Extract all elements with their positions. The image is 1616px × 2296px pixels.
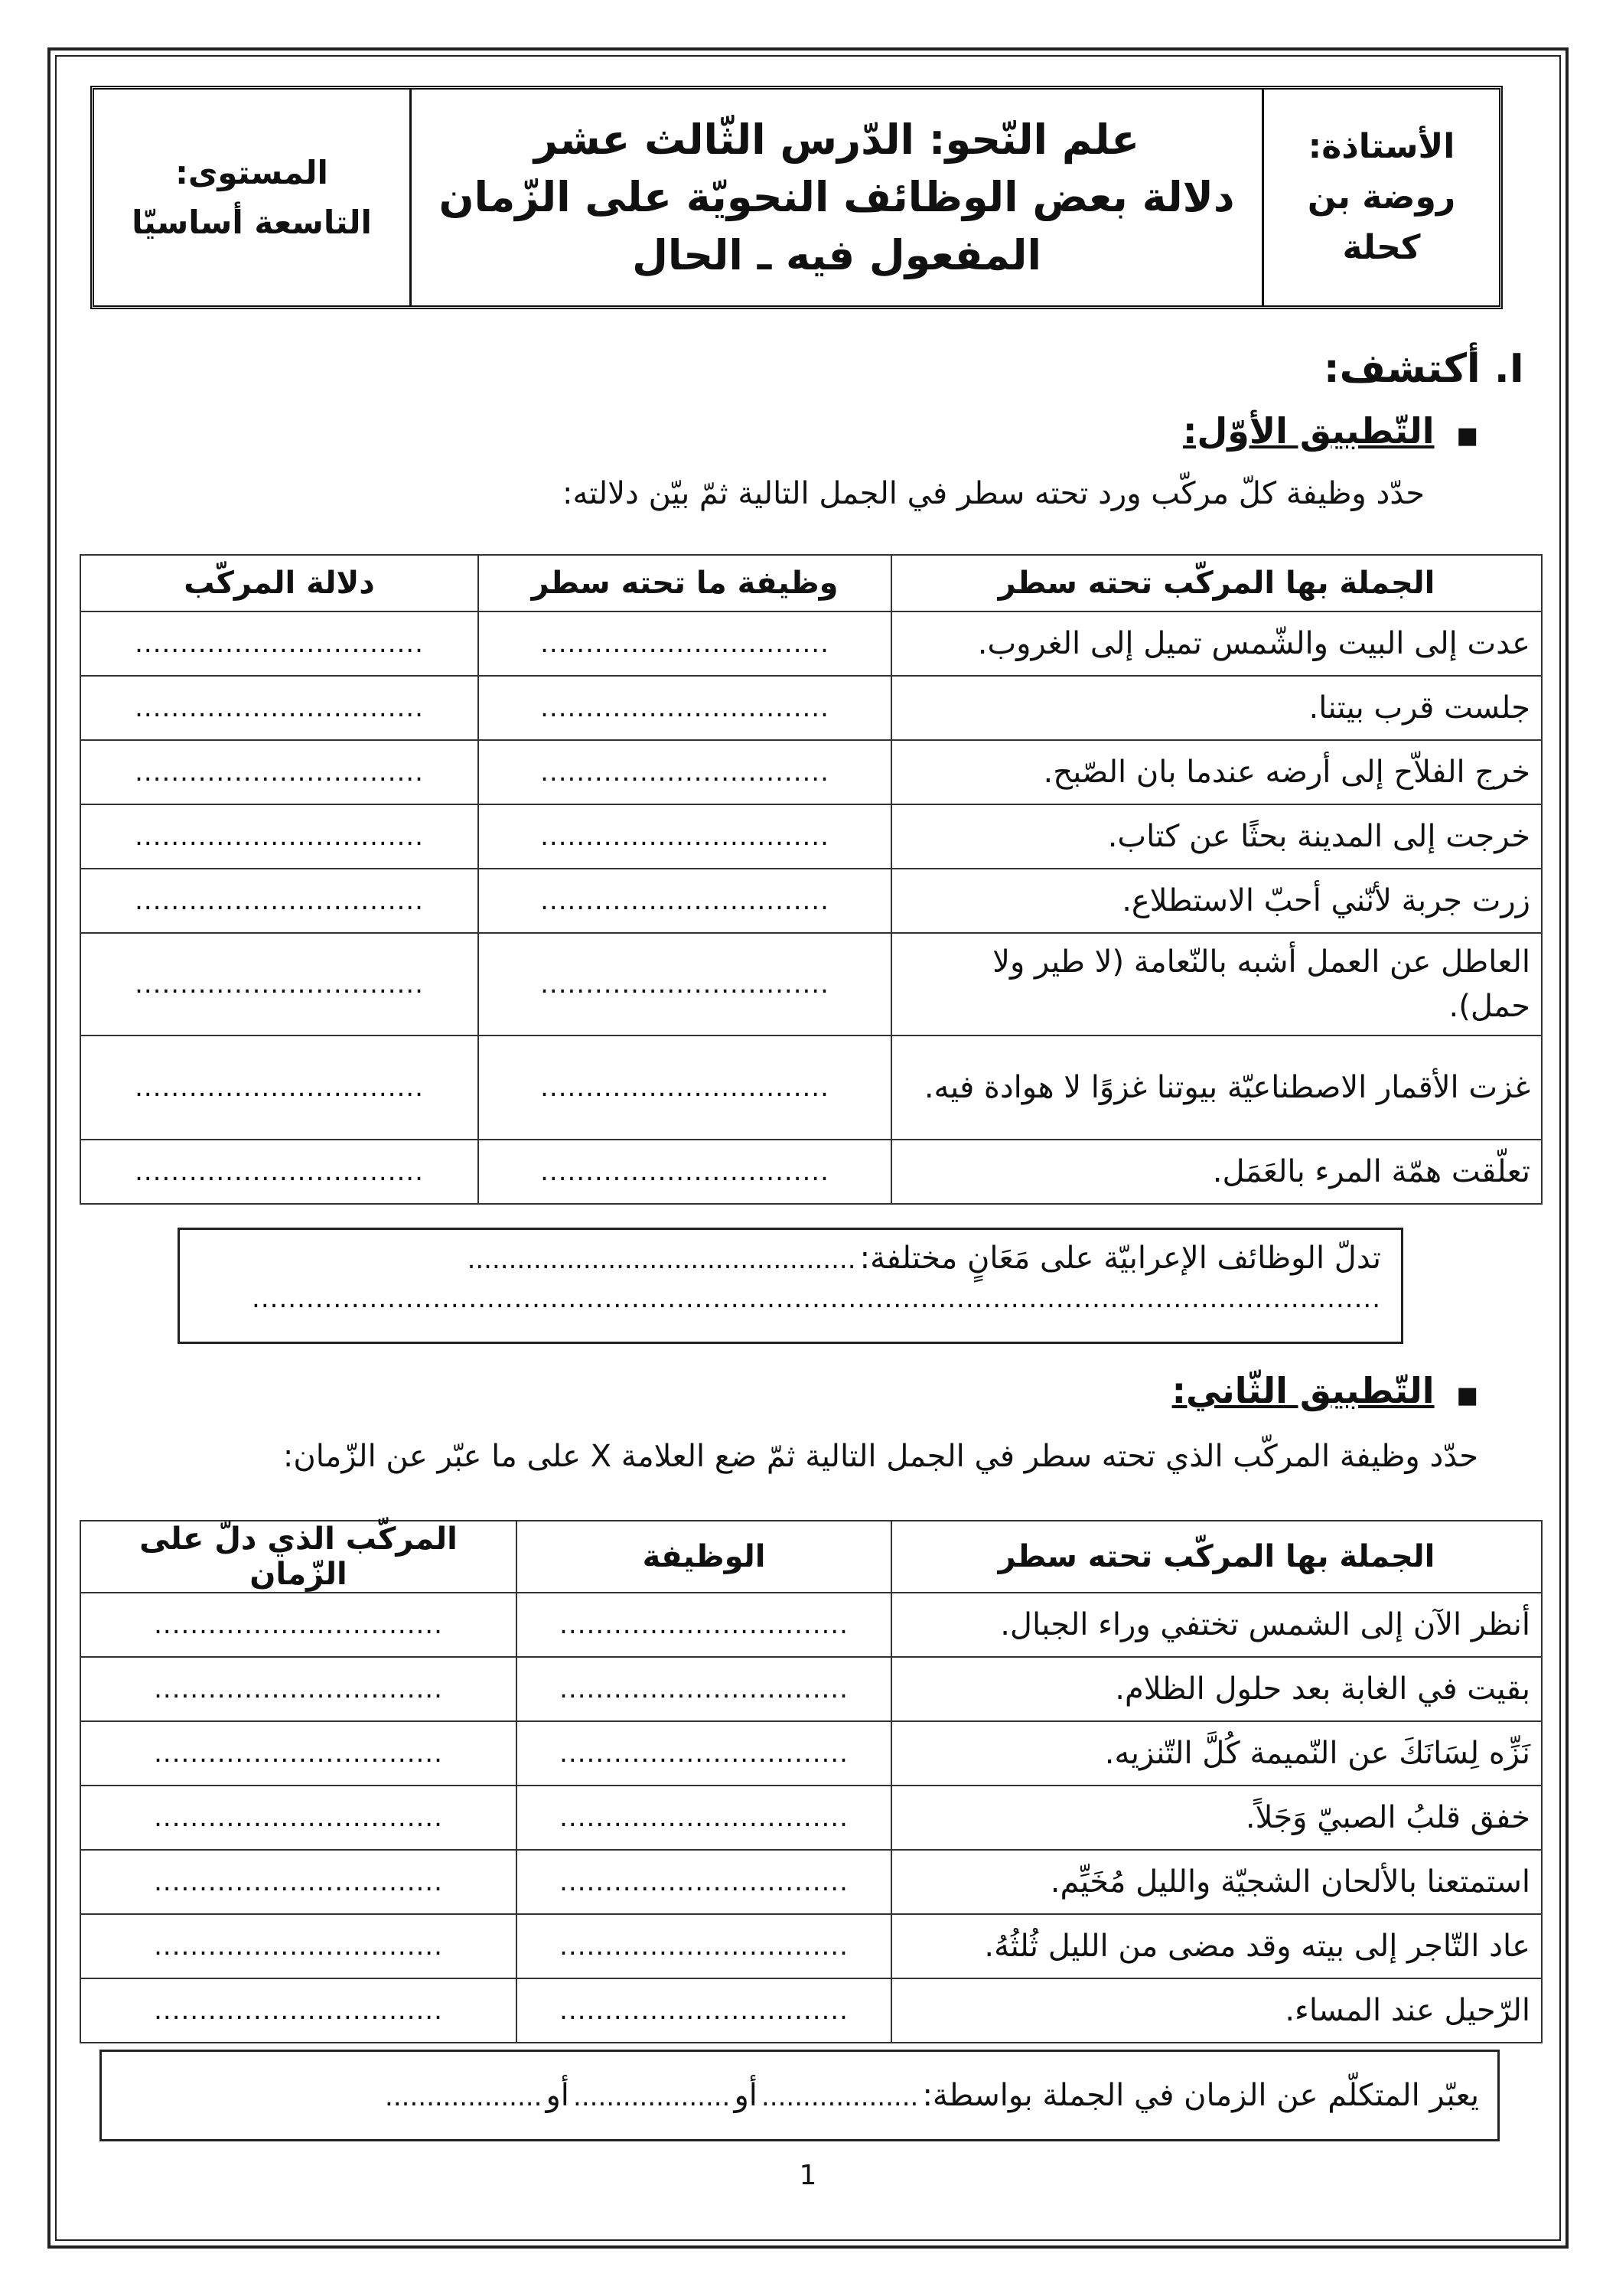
section-title: أكتشف:: [1323, 346, 1481, 392]
table-row: [80, 1721, 1542, 1786]
conclusion-blank[interactable]: ...................: [761, 2082, 919, 2112]
function-blank[interactable]: ................................: [478, 1035, 891, 1140]
table-row: [80, 1786, 1542, 1850]
function-blank[interactable]: ................................: [478, 676, 891, 740]
sentence-cell: العاطل عن العمل أشبه بالنّعامة (لا طير ولا حمل).: [891, 933, 1542, 1035]
lesson-header: [90, 86, 1503, 309]
meaning-blank[interactable]: ................................: [80, 1035, 478, 1140]
table-row: [80, 869, 1542, 933]
teacher-cell: [1262, 90, 1499, 305]
sentence-cell: أنظر الآن إلى الشمس تختفي وراء الجبال.: [891, 1593, 1542, 1657]
conclusion-blank-line[interactable]: .............................................................................................................................: [252, 1283, 1381, 1314]
app1-title: التّطبيق الأوّل:: [1182, 410, 1435, 452]
conclusion-line1: [195, 1241, 1381, 1276]
conclusion-line: [120, 2078, 1479, 2113]
sentence-cell: نَزِّه لِسَانَكَ عن النّميمة كُلَّ التّنزيه.: [891, 1721, 1542, 1786]
conclusion-label: يعبّر المتكلّم عن الزمان في الجملة بواسطة:: [922, 2078, 1479, 2113]
table-header-row: [80, 1521, 1542, 1593]
teacher-label: الأستاذة:: [1308, 127, 1455, 166]
meaning-blank[interactable]: ................................: [80, 676, 478, 740]
app2-conclusion-box: [99, 2050, 1500, 2141]
time-phrase-blank[interactable]: ................................: [80, 1914, 516, 1978]
function-blank[interactable]: ................................: [478, 612, 891, 676]
time-phrase-blank[interactable]: ................................: [80, 1657, 516, 1721]
meaning-blank[interactable]: ................................: [80, 869, 478, 933]
column-header: وظيفة ما تحته سطر: [478, 555, 891, 612]
table-row: [80, 1657, 1542, 1721]
table-row: [80, 1593, 1542, 1657]
teacher-name: روضة بن كحلة: [1307, 178, 1456, 267]
function-blank[interactable]: ................................: [478, 869, 891, 933]
section-number: I.: [1494, 346, 1524, 392]
conclusion-blank[interactable]: ...................: [573, 2082, 731, 2112]
app2-heading: [1172, 1370, 1478, 1411]
app1-instruction: حدّد وظيفة كلّ مركّب ورد تحته سطر في الجمل التالية ثمّ بيّن دلالته:: [562, 476, 1425, 511]
function-blank[interactable]: ................................: [516, 1721, 891, 1786]
table-row: [80, 740, 1542, 804]
conclusion-label: تدلّ الوظائف الإعرابيّة على مَعَانٍ مختلفة:: [859, 1241, 1381, 1276]
sentence-cell: تعلّقت همّة المرء بالعَمَل.: [891, 1140, 1542, 1204]
table-header-row: [80, 555, 1542, 612]
table-row: [80, 1140, 1542, 1204]
column-header: دلالة المركّب: [80, 555, 478, 612]
lesson-title-line3: المفعول فيه ـ الحال: [632, 230, 1041, 279]
table-row: [80, 1035, 1542, 1140]
sentence-cell: بقيت في الغابة بعد حلول الظلام.: [891, 1657, 1542, 1721]
column-header: المركّب الذي دلّ على الزّمان: [80, 1521, 516, 1593]
table-row: [80, 612, 1542, 676]
table-row: [80, 676, 1542, 740]
section-heading: [1324, 346, 1524, 392]
sentence-cell: زرت جربة لأنّني أحبّ الاستطلاع.: [891, 869, 1542, 933]
function-blank[interactable]: ................................: [478, 740, 891, 804]
sentence-cell: جلست قرب بيتنا.: [891, 676, 1542, 740]
level-cell: [94, 90, 409, 305]
function-blank[interactable]: ................................: [516, 1657, 891, 1721]
bullet-icon: ■: [1456, 422, 1478, 449]
app2-instruction: حدّد وظيفة المركّب الذي تحته سطر في الجمل التالية ثمّ ضع العلامة X على ما عبّر عن الزّمان:: [282, 1439, 1478, 1474]
sentence-cell: خرج الفلاّح إلى أرضه عندما بان الصّبح.: [891, 740, 1542, 804]
meaning-blank[interactable]: ................................: [80, 740, 478, 804]
app1-heading: [1183, 410, 1478, 452]
app2-title: التّطبيق الثّاني:: [1171, 1370, 1435, 1411]
function-blank[interactable]: ................................: [516, 1786, 891, 1850]
sentence-cell: عاد التّاجر إلى بيته وقد مضى من الليل ثُلثُهُ.: [891, 1914, 1542, 1978]
app1-conclusion-box: [178, 1228, 1403, 1344]
app2-table: [80, 1520, 1543, 2043]
sentence-cell: الرّحيل عند المساء.: [891, 1978, 1542, 2043]
time-phrase-blank[interactable]: ................................: [80, 1850, 516, 1914]
function-blank[interactable]: ................................: [516, 1850, 891, 1914]
or-label: أو: [734, 2078, 758, 2113]
sentence-cell: غزت الأقمار الاصطناعيّة بيوتنا غزوًا لا هوادة فيه.: [891, 1035, 1542, 1140]
lesson-title-line1: علم النّحو: الدّرس الثّالث عشر: [533, 115, 1140, 164]
meaning-blank[interactable]: ................................: [80, 612, 478, 676]
app1-table: [80, 554, 1543, 1205]
time-phrase-blank[interactable]: ................................: [80, 1721, 516, 1786]
time-phrase-blank[interactable]: ................................: [80, 1786, 516, 1850]
function-blank[interactable]: ................................: [516, 1914, 891, 1978]
table-row: [80, 1914, 1542, 1978]
column-header: الجملة بها المركّب تحته سطر: [891, 555, 1542, 612]
column-header: الوظيفة: [516, 1521, 891, 1593]
meaning-blank[interactable]: ................................: [80, 1140, 478, 1204]
sentence-cell: خفق قلبُ الصبيّ وَجَلاً.: [891, 1786, 1542, 1850]
or-label: أو: [546, 2078, 569, 2113]
sentence-cell: خرجت إلى المدينة بحثًا عن كتاب.: [891, 804, 1542, 869]
sentence-cell: استمتعنا بالألحان الشجيّة والليل مُخَيِّم.: [891, 1850, 1542, 1914]
meaning-blank[interactable]: ................................: [80, 804, 478, 869]
column-header: الجملة بها المركّب تحته سطر: [891, 1521, 1542, 1593]
function-blank[interactable]: ................................: [478, 1140, 891, 1204]
time-phrase-blank[interactable]: ................................: [80, 1978, 516, 2043]
title-cell: [409, 90, 1262, 305]
bullet-icon: ■: [1456, 1382, 1478, 1409]
table-row: [80, 1850, 1542, 1914]
table-row: [80, 804, 1542, 869]
sentence-cell: عدت إلى البيت والشّمس تميل إلى الغروب.: [891, 612, 1542, 676]
function-blank[interactable]: ................................: [478, 933, 891, 1035]
table-row: [80, 1978, 1542, 2043]
conclusion-blank[interactable]: ...............................................: [467, 1244, 856, 1275]
function-blank[interactable]: ................................: [478, 804, 891, 869]
time-phrase-blank[interactable]: ................................: [80, 1593, 516, 1657]
function-blank[interactable]: ................................: [516, 1593, 891, 1657]
level-label: المستوى:: [175, 153, 328, 191]
conclusion-blank[interactable]: ...................: [385, 2082, 542, 2112]
table-row: [80, 933, 1542, 1035]
level-value: التاسعة أساسيّا: [132, 204, 372, 241]
page-number: 1: [799, 2160, 817, 2191]
meaning-blank[interactable]: ................................: [80, 933, 478, 1035]
function-blank[interactable]: ................................: [516, 1978, 891, 2043]
lesson-title-line2: دلالة بعض الوظائف النحويّة على الزّمان: [438, 173, 1235, 222]
